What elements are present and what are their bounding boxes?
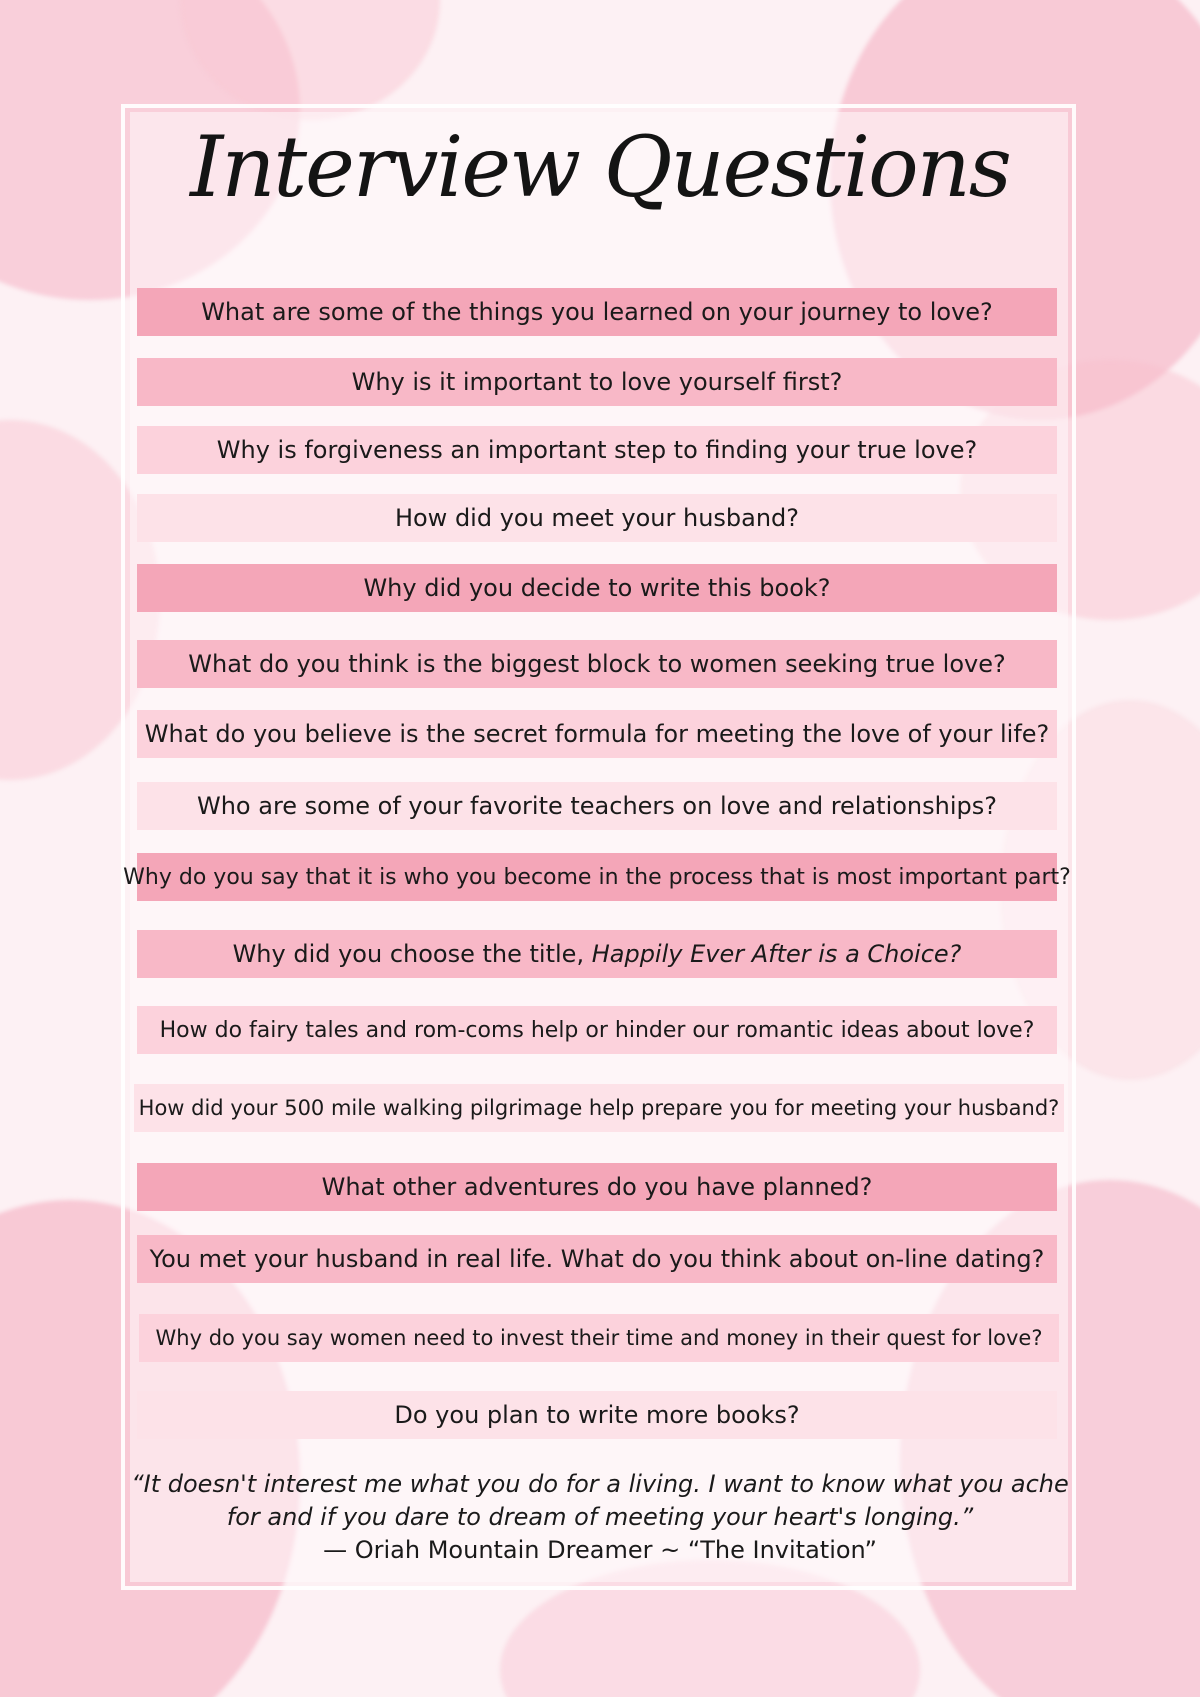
question-1: What are some of the things you learned on your journey to love? [137, 288, 1057, 336]
question-4: How did you meet your husband? [137, 494, 1057, 542]
question-14: You met your husband in real life. What do you think about on-line dating? [137, 1235, 1057, 1283]
quote-attribution: — Oriah Mountain Dreamer ~ “The Invitation” [323, 1536, 877, 1564]
question-5: Why did you decide to write this book? [137, 564, 1057, 612]
page-title: Interview Questions [190, 118, 1010, 216]
question-13: What other adventures do you have planned? [137, 1163, 1057, 1211]
quote-line-2: for and if you dare to dream of meeting your heart's longing.” [226, 1503, 974, 1531]
question-16: Do you plan to write more books? [137, 1391, 1057, 1439]
question-9: Why do you say that it is who you become in the process that is most important part? [137, 853, 1057, 901]
question-8: Who are some of your favorite teachers on love and relationships? [137, 782, 1057, 830]
question-15: Why do you say women need to invest their time and money in their quest for love? [139, 1314, 1059, 1362]
question-6: What do you think is the biggest block to women seeking true love? [137, 640, 1057, 688]
quote-line-1: “It doesn't interest me what you do for a living. I want to know what you ache [131, 1470, 1069, 1498]
question-10 [137, 930, 1057, 978]
question-2: Why is it important to love yourself first? [137, 358, 1057, 406]
question-12: How did your 500 mile walking pilgrimage help prepare you for meeting your husband? [134, 1084, 1064, 1132]
book-title: Happily Ever After is a Choice? [591, 940, 962, 968]
closing-quote [0, 1468, 1200, 1567]
question-10-text: Why did you choose the title, [232, 940, 592, 968]
question-3: Why is forgiveness an important step to finding your true love? [137, 426, 1057, 474]
question-11: How do fairy tales and rom-coms help or hinder our romantic ideas about love? [137, 1006, 1057, 1054]
question-7: What do you believe is the secret formula for meeting the love of your life? [137, 710, 1057, 758]
